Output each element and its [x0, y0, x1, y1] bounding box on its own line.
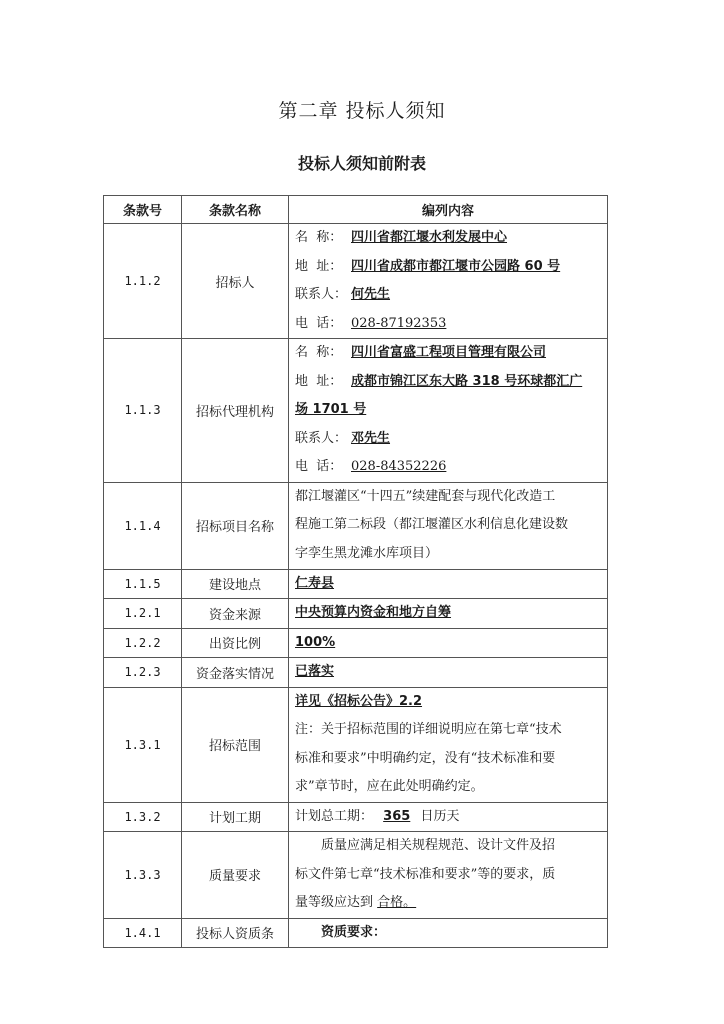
table-row: [104, 918, 608, 948]
clause-no: 1.3.2: [104, 802, 182, 832]
table-header-row: [104, 196, 608, 224]
clause-no: 1.2.1: [104, 599, 182, 629]
agency-address-cont: 场 1701 号: [295, 402, 367, 417]
clause-content: [289, 482, 608, 569]
field-label: 电 话：: [295, 459, 343, 474]
clause-content: [289, 802, 608, 832]
clause-no: 1.1.4: [104, 482, 182, 569]
clause-name: 招标项目名称: [182, 482, 289, 569]
scope-reference: 详见《招标公告》2.2: [295, 693, 423, 709]
duration-prefix: 计划总工期：: [295, 808, 374, 824]
clause-content: [289, 599, 608, 629]
header-content: 编列内容: [289, 196, 608, 224]
table-row: [104, 339, 608, 483]
field-label: 地 址：: [295, 258, 343, 274]
table-row: [104, 569, 608, 599]
scope-note-line: 求”章节时，应在此处明确约定。: [295, 779, 484, 794]
fund-source: 中央预算内资金和地方自筹: [295, 605, 452, 620]
agency-contact: 邓先生: [351, 430, 391, 446]
clause-content: [289, 918, 608, 948]
clause-name: 出资比例: [182, 628, 289, 658]
scope-note-line: 标准和要求”中明确约定，没有“技术标准和要: [295, 750, 556, 766]
clause-no: 1.1.3: [104, 339, 182, 483]
clause-name: 建设地点: [182, 569, 289, 599]
project-name-line: 都江堰灌区“十四五”续建配套与现代化改造工: [295, 488, 556, 504]
field-label: 名 称：: [295, 230, 343, 245]
clause-no: 1.1.2: [104, 224, 182, 339]
header-name: 条款名称: [182, 196, 289, 224]
clause-no: 1.4.1: [104, 918, 182, 948]
clause-content: [289, 224, 608, 339]
table-row: [104, 802, 608, 832]
project-name-line: 字孪生黑龙滩水库项目）: [295, 545, 439, 561]
bid-info-table: [103, 195, 608, 948]
clause-name: 招标代理机构: [182, 339, 289, 483]
tenderer-name: 四川省都江堰水利发展中心: [351, 230, 508, 245]
clause-no: 1.3.3: [104, 832, 182, 919]
quality-line: 质量应满足相关规程规范、设计文件及招: [321, 838, 556, 853]
clause-content: [289, 832, 608, 919]
header-no: 条款号: [104, 196, 182, 224]
table-row: [104, 599, 608, 629]
clause-content: [289, 628, 608, 658]
clause-name: 招标范围: [182, 687, 289, 802]
table-row: [104, 628, 608, 658]
table-row: [104, 687, 608, 802]
duration-suffix: 日历天: [420, 808, 460, 824]
table-row: [104, 658, 608, 688]
construction-site: 仁寿县: [295, 575, 335, 591]
quality-line: 标文件第七章“技术标准和要求”等的要求，质: [295, 866, 556, 882]
clause-name: 资金来源: [182, 599, 289, 629]
quality-grade: 合格。: [377, 895, 417, 910]
field-label: 联系人：: [295, 430, 348, 446]
clause-no: 1.2.2: [104, 628, 182, 658]
clause-no: 1.1.5: [104, 569, 182, 599]
agency-phone: 028-84352226: [351, 459, 447, 474]
quality-grade-prefix: 量等级应达到: [295, 895, 374, 910]
funding-ratio: 100%: [295, 634, 336, 650]
agency-address: 成都市锦江区东大路 318 号环球都汇广: [351, 373, 583, 389]
table-row: [104, 224, 608, 339]
chapter-title: 第二章 投标人须知: [278, 100, 446, 122]
agency-name: 四川省富盛工程项目管理有限公司: [351, 345, 547, 360]
duration-days: 365: [383, 808, 411, 824]
clause-name: 投标人资质条: [182, 918, 289, 948]
clause-no: 1.3.1: [104, 687, 182, 802]
clause-content: [289, 687, 608, 802]
clause-content: [289, 339, 608, 483]
fund-status: 已落实: [295, 664, 335, 679]
field-label: 电 话：: [295, 315, 343, 331]
scope-note-line: 注：关于招标范围的详细说明应在第七章“技术: [295, 722, 562, 737]
table-row: [104, 482, 608, 569]
tenderer-phone: 028-87192353: [351, 315, 447, 331]
clause-content: [289, 658, 608, 688]
clause-no: 1.2.3: [104, 658, 182, 688]
qualification-requirement: 资质要求：: [321, 924, 387, 940]
table-row: [104, 832, 608, 919]
field-label: 地 址：: [295, 373, 343, 389]
clause-name: 招标人: [182, 224, 289, 339]
tenderer-address: 四川省成都市都江堰市公园路 60 号: [351, 258, 561, 274]
tenderer-contact: 何先生: [351, 287, 391, 302]
clause-name: 质量要求: [182, 832, 289, 919]
table-title: 投标人须知前附表: [297, 154, 426, 173]
field-label: 联系人：: [295, 287, 348, 302]
clause-name: 计划工期: [182, 802, 289, 832]
project-name-line: 程施工第二标段（都江堰灌区水利信息化建设数: [295, 517, 569, 533]
clause-content: [289, 569, 608, 599]
field-label: 名 称：: [295, 345, 343, 360]
clause-name: 资金落实情况: [182, 658, 289, 688]
